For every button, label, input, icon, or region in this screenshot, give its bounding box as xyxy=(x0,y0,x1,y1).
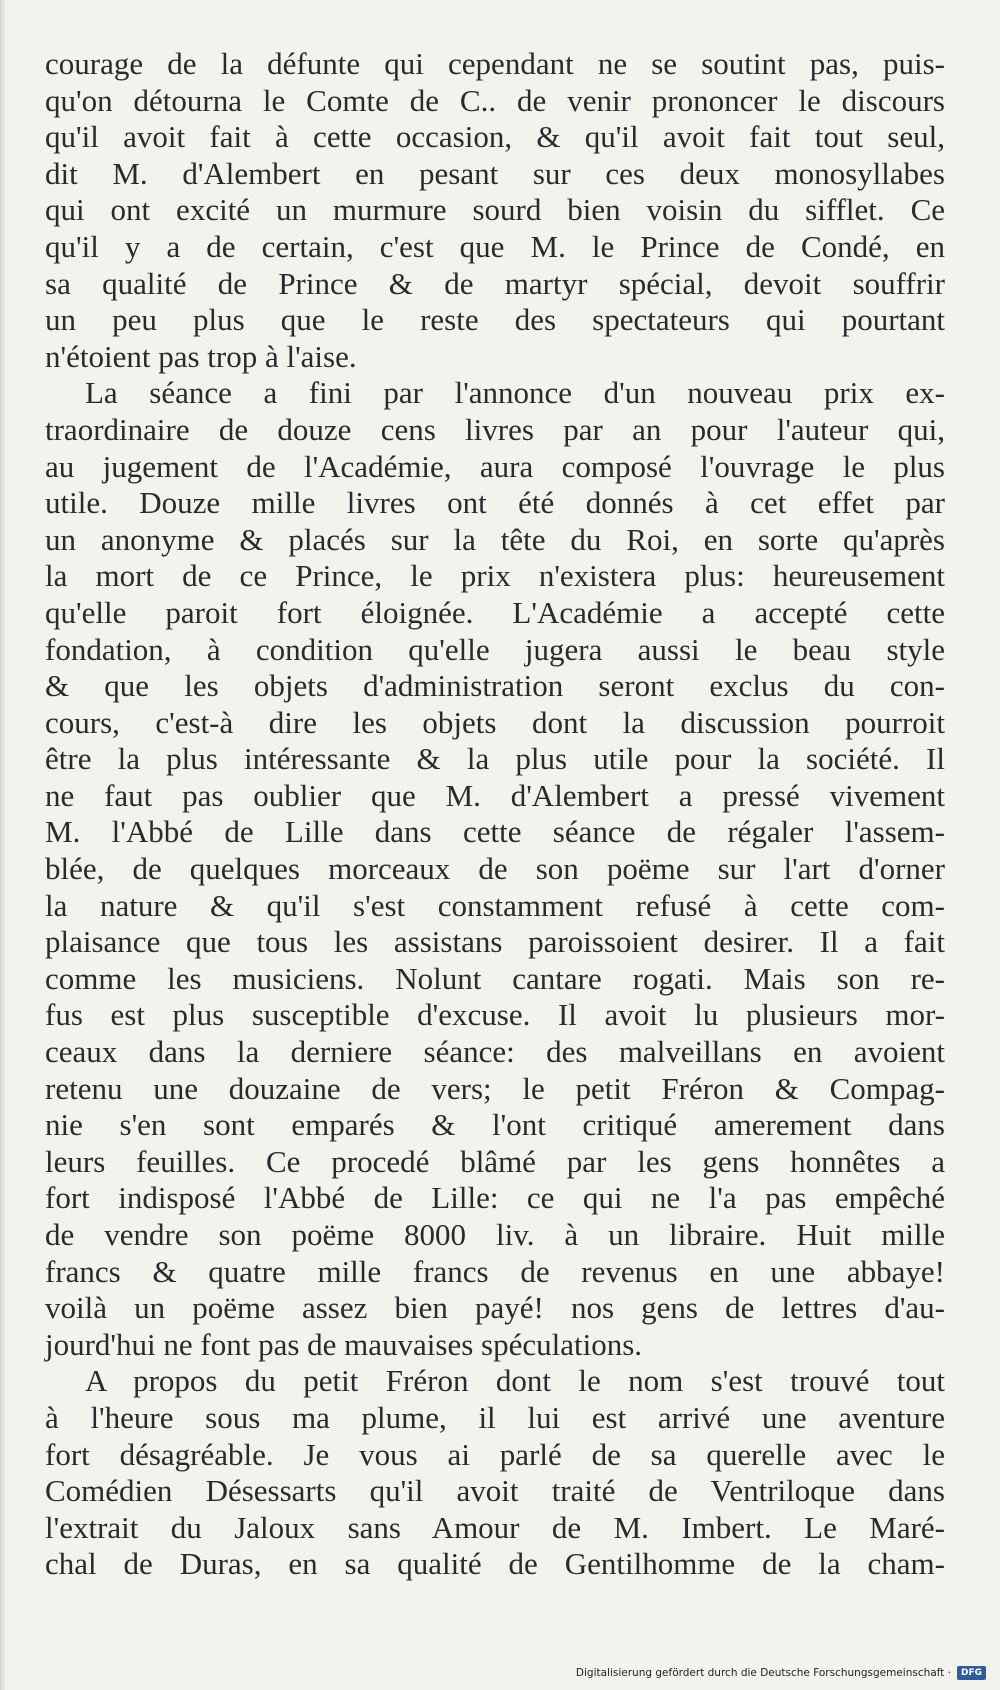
footer-credit: Digitalisierung gefördert durch die Deutsche Forschungsgemeinschaft · xyxy=(575,1667,951,1679)
text-line: ne faut pas oublier que M. d'Alembert a pressé vivement xyxy=(45,777,945,813)
text-line: Comédien Désessarts qu'il avoit traité de Ventriloque dans xyxy=(45,1473,945,1509)
text-line: fort désagréable. Je vous ai parlé de sa querelle avec le xyxy=(45,1436,945,1472)
text-line: de vendre son poëme 8000 liv. à un libraire. Huit mille xyxy=(45,1217,945,1252)
text-line: être la plus intéressante & la plus utile pour la société. Il xyxy=(45,741,945,777)
page-edge xyxy=(0,0,6,1690)
text-line: la nature & qu'il s'est constamment refusé à cette com- xyxy=(45,887,945,923)
text-line: plaisance que tous les assistans paroissoient desirer. Il a fait xyxy=(45,924,945,960)
text-line: retenu une douzaine de vers; le petit Fréron & Compag- xyxy=(45,1070,945,1106)
text-line: jourd'hui ne font pas de mauvaises spéculations. xyxy=(45,1326,643,1362)
text-line: n'étoient pas trop à l'aise. xyxy=(45,338,357,374)
digitization-footer xyxy=(576,1662,986,1684)
text-line: La séance a fini par l'annonce d'un nouveau prix ex- xyxy=(85,375,945,411)
text-line: utile. Douze mille livres ont été donnés à cet effet par xyxy=(45,485,945,521)
text-line: l'extrait du Jaloux sans Amour de M. Imbert. Le Maré- xyxy=(45,1509,945,1545)
text-line: leurs feuilles. Ce procedé blâmé par les gens honnêtes a xyxy=(45,1143,945,1179)
text-line: & que les objets d'administration seront exclus du con- xyxy=(45,668,945,704)
page-text xyxy=(45,46,945,1583)
text-line: qu'elle paroit fort éloignée. L'Académie a accepté cette xyxy=(45,594,945,630)
text-line: courage de la défunte qui cependant ne se soutint pas, puis- xyxy=(45,46,945,81)
text-line: M. l'Abbé de Lille dans cette séance de régaler l'assem- xyxy=(45,814,945,850)
text-line: qu'on détourna le Comte de C.. de venir prononcer le discours xyxy=(45,82,945,118)
text-line: dit M. d'Alembert en pesant sur ces deux monosyllabes xyxy=(45,155,945,191)
text-line: traordinaire de douze cens livres par an pour l'auteur qui, xyxy=(45,411,945,447)
text-line: qui ont excité un murmure sourd bien voisin du sifflet. Ce xyxy=(45,192,945,228)
text-line: sa qualité de Prince & de martyr spécial, devoit souffrir xyxy=(45,265,945,301)
text-line: A propos du petit Fréron dont le nom s'est trouvé tout xyxy=(85,1363,945,1399)
text-line: qu'il y a de certain, c'est que M. le Prince de Condé, en xyxy=(45,228,945,264)
text-line: blée, de quelques morceaux de son poëme sur l'art d'orner xyxy=(45,851,945,887)
text-line: un anonyme & placés sur la tête du Roi, en sorte qu'après xyxy=(45,521,945,557)
text-line: qu'il avoit fait à cette occasion, & qu'il avoit fait tout seul, xyxy=(45,119,945,155)
dfg-logo: DFG xyxy=(957,1666,986,1680)
text-line: fus est plus susceptible d'excuse. Il avoit lu plusieurs mor- xyxy=(45,997,945,1033)
text-line: nie s'en sont emparés & l'ont critiqué amerement dans xyxy=(45,1107,945,1143)
text-line: comme les musiciens. Nolunt cantare rogati. Mais son re- xyxy=(45,960,945,996)
text-line: chal de Duras, en sa qualité de Gentilhomme de la cham- xyxy=(45,1546,945,1582)
text-line: fort indisposé l'Abbé de Lille: ce qui ne l'a pas empêché xyxy=(45,1180,945,1216)
text-line: fondation, à condition qu'elle jugera aussi le beau style xyxy=(45,631,945,667)
text-line: cours, c'est-à dire les objets dont la discussion pourroit xyxy=(45,704,945,740)
text-line: au jugement de l'Académie, aura composé l'ouvrage le plus xyxy=(45,448,945,484)
text-line: ceaux dans la derniere séance: des malveillans en avoient xyxy=(45,1034,945,1070)
text-line: la mort de ce Prince, le prix n'existera plus: heureusement xyxy=(45,558,945,594)
text-line: voilà un poëme assez bien payé! nos gens de lettres d'au- xyxy=(45,1290,945,1326)
text-line: francs & quatre mille francs de revenus en une abbaye! xyxy=(45,1253,945,1289)
text-line: à l'heure sous ma plume, il lui est arrivé une aventure xyxy=(45,1399,945,1435)
text-line: un peu plus que le reste des spectateurs qui pourtant xyxy=(45,302,945,338)
